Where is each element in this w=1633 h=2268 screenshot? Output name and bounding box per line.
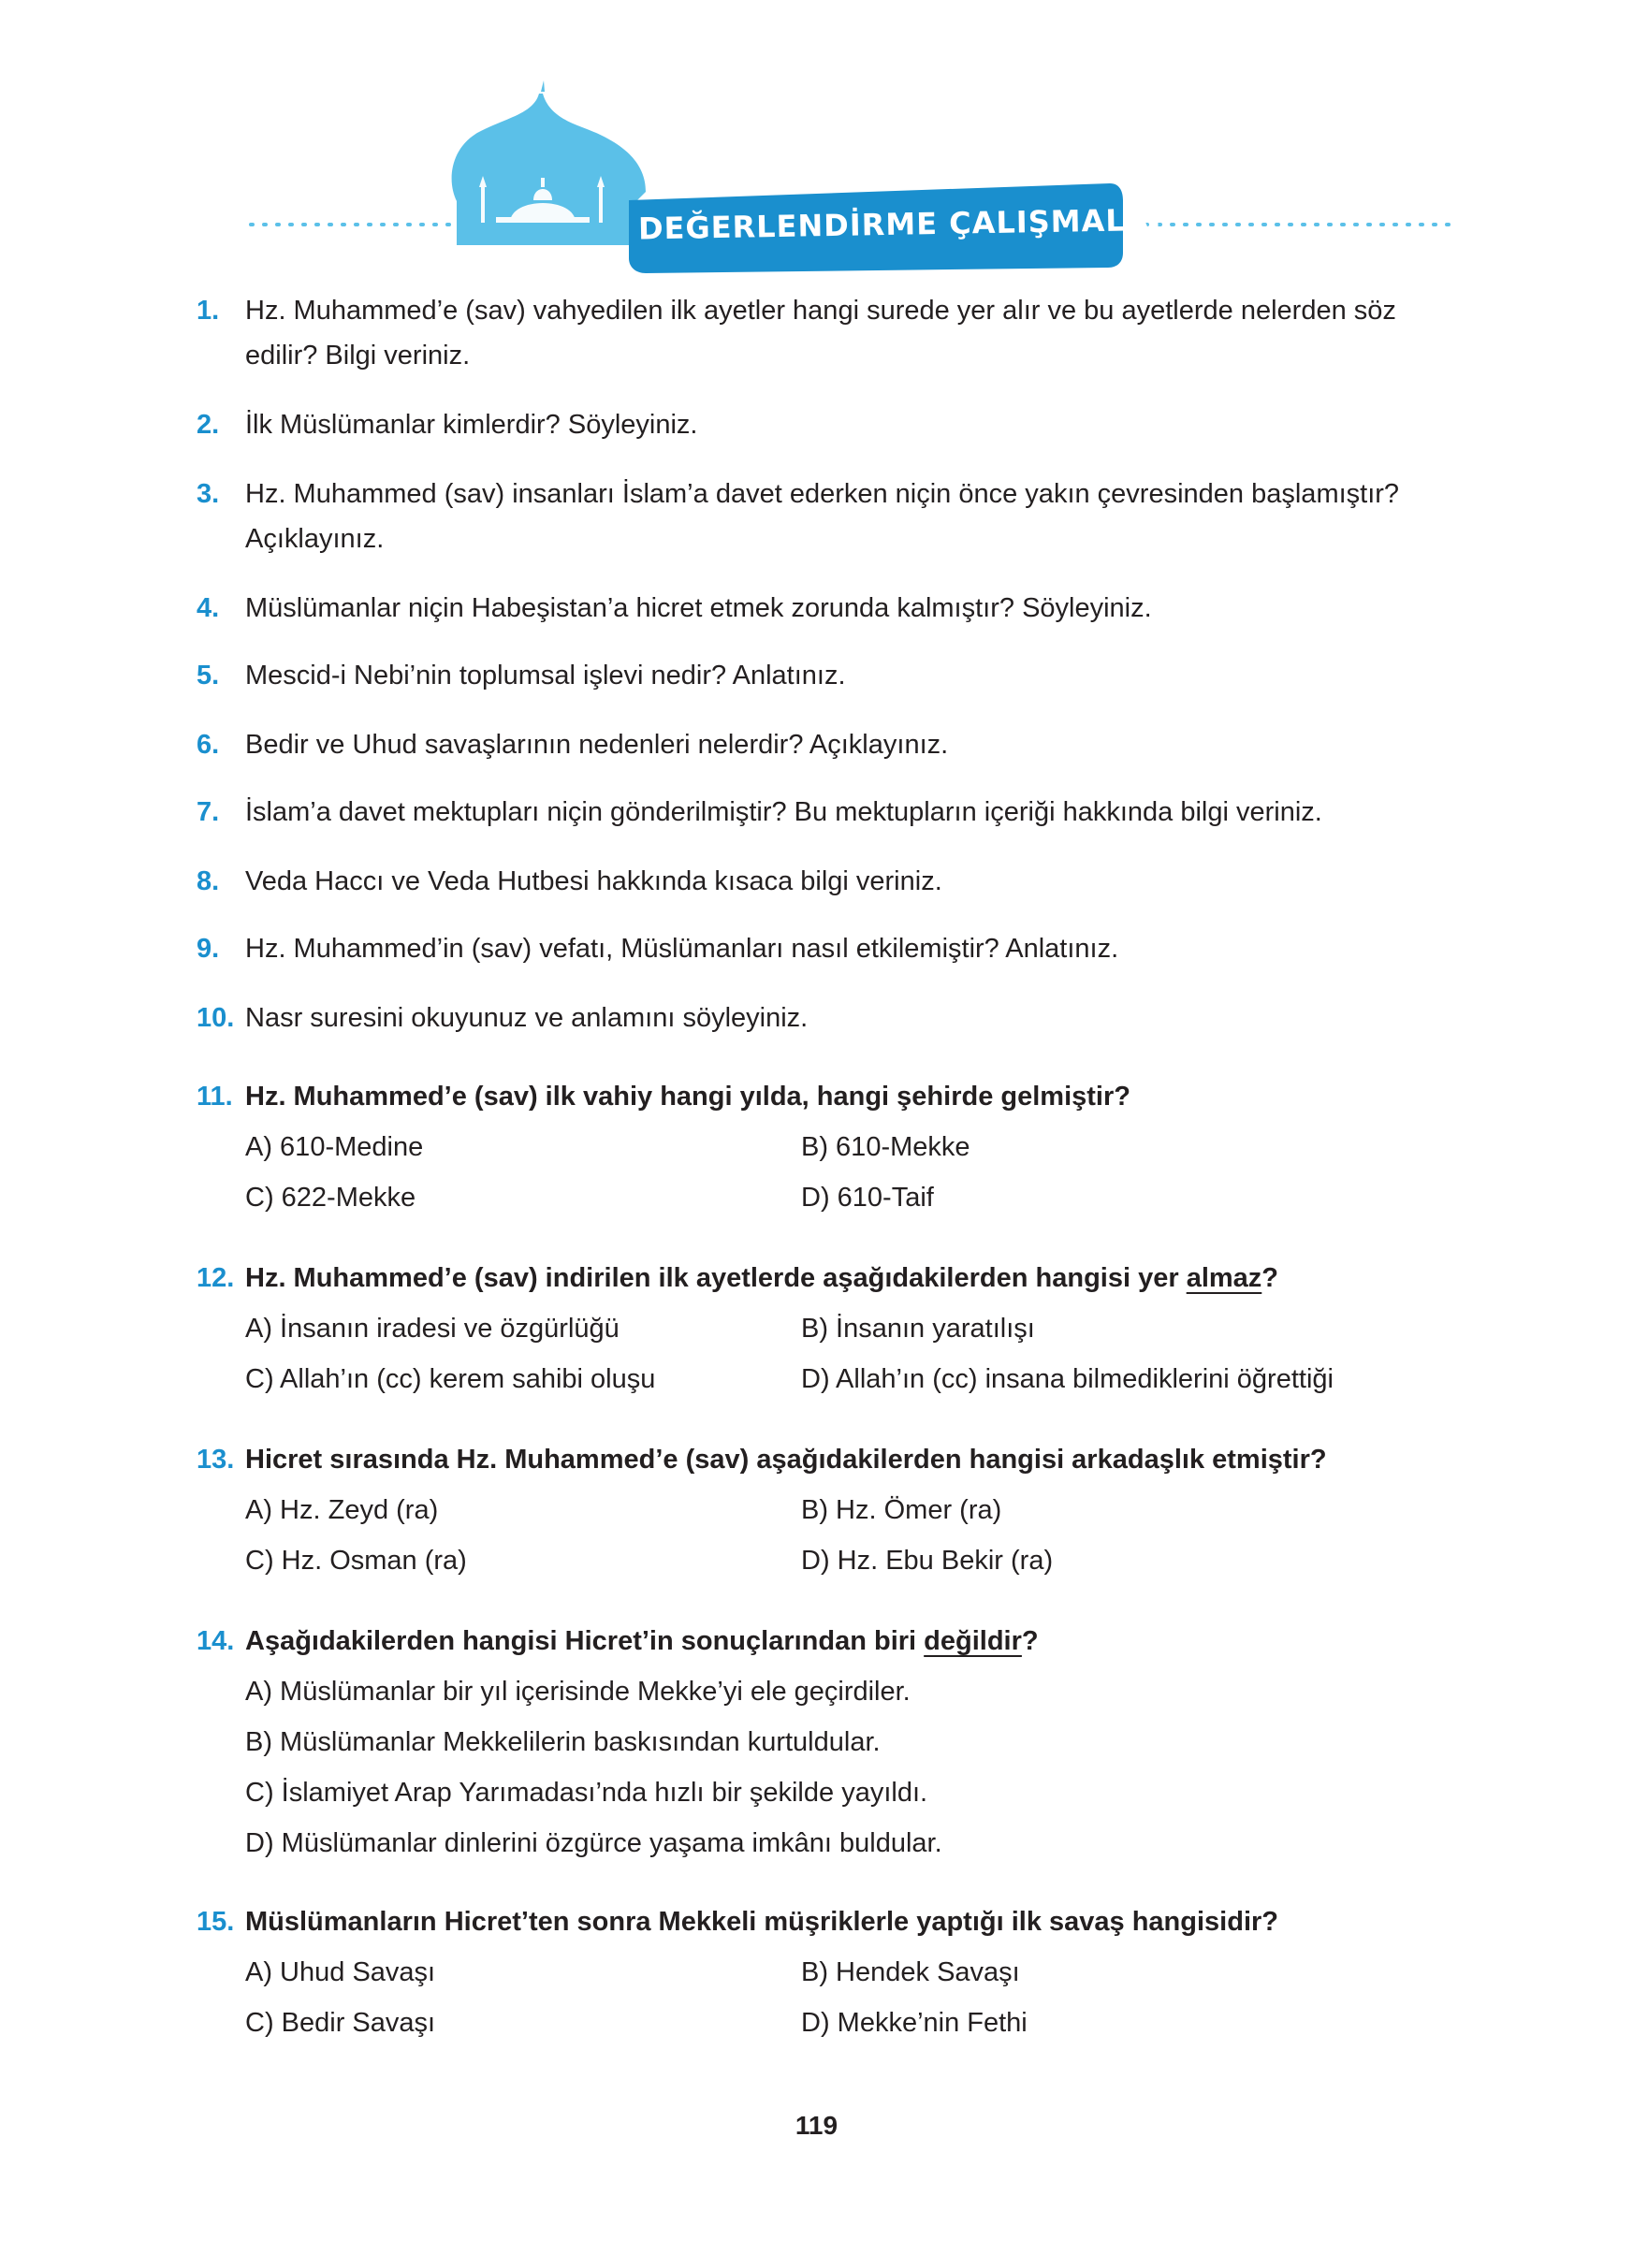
question-text [245,1619,1452,1664]
option-a[interactable]: A) Hz. Zeyd (ra) [245,1495,439,1525]
option-b[interactable]: B) 610-Mekke [801,1132,970,1162]
question-number: 10. [197,1003,235,1033]
option-c[interactable]: C) Hz. Osman (ra) [245,1546,467,1576]
option-c[interactable]: C) Allah’ın (cc) kerem sahibi oluşu [245,1364,656,1394]
question-text: Veda Haccı ve Veda Hutbesi hakkında kısaca bilgi veriniz. [245,866,942,896]
mosque-banner-graphic [0,0,1633,299]
question-text: Hz. Muhammed’e (sav) ilk vahiy hangi yılda, hangi şehirde gelmiştir? [245,1082,1130,1112]
question-text: Müslümanların Hicret’ten sonra Mekkeli müşriklerle yaptığı ilk savaş hangisidir? [245,1907,1278,1937]
option-a[interactable]: A) Müslümanlar bir yıl içerisinde Mekke’yi ele geçirdiler. [245,1677,911,1707]
option-b[interactable]: B) Müslümanlar Mekkelilerin baskısından kurtuldular. [245,1727,881,1757]
option-a[interactable]: A) İnsanın iradesi ve özgürlüğü [245,1314,620,1344]
option-d[interactable]: D) Allah’ın (cc) insana bilmediklerini öğrettiği [801,1364,1334,1394]
option-c[interactable]: C) Bedir Savaşı [245,2008,436,2038]
question-text-end: ? [1261,1263,1279,1293]
question-text: İlk Müslümanlar kimlerdir? Söyleyiniz. [245,410,698,440]
question-text: Bedir ve Uhud savaşlarının nedenleri nelerdir? Açıklayınız. [245,730,949,760]
question-text: Nasr suresini okuyunuz ve anlamını söyleyiniz. [245,1003,809,1033]
emphasis-word: değildir [924,1626,1022,1656]
option-a[interactable]: A) 610-Medine [245,1132,424,1162]
option-c[interactable]: C) İslamiyet Arap Yarımadası’nda hızlı bir şekilde yayıldı. [245,1778,928,1808]
question-number: 11. [197,1082,233,1112]
option-b[interactable]: B) Hendek Savaşı [801,1957,1020,1987]
question-number: 2. [197,410,220,440]
option-b[interactable]: B) İnsanın yaratılışı [801,1314,1035,1344]
question-number: 7. [197,797,220,827]
question-number: 15. [197,1907,235,1937]
question-text: Hz. Muhammed (sav) insanları İslam’a davet ederken niçin önce yakın çevresinden başlamıştır? Açıklayınız. [245,479,1400,554]
question-text: İslam’a davet mektupları niçin gönderilmiştir? Bu mektupların içeriği hakkında bilgi veriniz. [245,797,1322,827]
question-text-end: ? [1021,1626,1039,1656]
emphasis-word: almaz [1186,1263,1262,1293]
question-text: Hz. Muhammed’in (sav) vefatı, Müslümanları nasıl etkilemiştir? Anlatınız. [245,934,1119,964]
question-number: 6. [197,730,220,760]
question-number: 8. [197,866,220,896]
question-text: Mescid-i Nebi’nin toplumsal işlevi nedir? Anlatınız. [245,661,846,691]
option-d[interactable]: D) Müslümanlar dinlerini özgürce yaşama imkânı buldular. [245,1828,942,1858]
question-number: 9. [197,934,220,964]
option-d[interactable]: D) Mekke’nin Fethi [801,2008,1028,2038]
question-text-start: Aşağıdakilerden hangisi Hicret’in sonuçlarından biri [245,1626,925,1656]
option-b[interactable]: B) Hz. Ömer (ra) [801,1495,1002,1525]
question-text-start: Hz. Muhammed’e (sav) indirilen ilk ayetlerde aşağıdakilerden hangisi yer [245,1263,1187,1293]
question-number: 3. [197,479,220,509]
section-title: DEĞERLENDİRME ÇALIŞMALARI [637,201,1187,247]
question-number: 5. [197,661,220,691]
option-a[interactable]: A) Uhud Savaşı [245,1957,436,1987]
question-number: 4. [197,593,220,623]
question-number: 1. [197,296,220,326]
question-number: 12. [197,1263,235,1293]
page-number: 119 [795,2111,838,2140]
question-number: 14. [197,1626,235,1656]
question-text: Hicret sırasında Hz. Muhammed’e (sav) aşağıdakilerden hangisi arkadaşlık etmiştir? [245,1445,1327,1475]
option-c[interactable]: C) 622-Mekke [245,1183,416,1213]
spire-icon [541,80,545,92]
question-text [245,1256,1452,1301]
question-text: Müslümanlar niçin Habeşistan’a hicret etmek zorunda kalmıştır? Söyleyiniz. [245,593,1152,623]
section-header [0,0,1633,299]
question-text: Hz. Muhammed’e (sav) vahyedilen ilk ayetler hangi surede yer alır ve bu ayetlerde nelerden söz edilir? Bilgi veriniz. [245,296,1396,371]
option-d[interactable]: D) 610-Taif [801,1183,934,1213]
question-number: 13. [197,1445,235,1475]
option-d[interactable]: D) Hz. Ebu Bekir (ra) [801,1546,1054,1576]
